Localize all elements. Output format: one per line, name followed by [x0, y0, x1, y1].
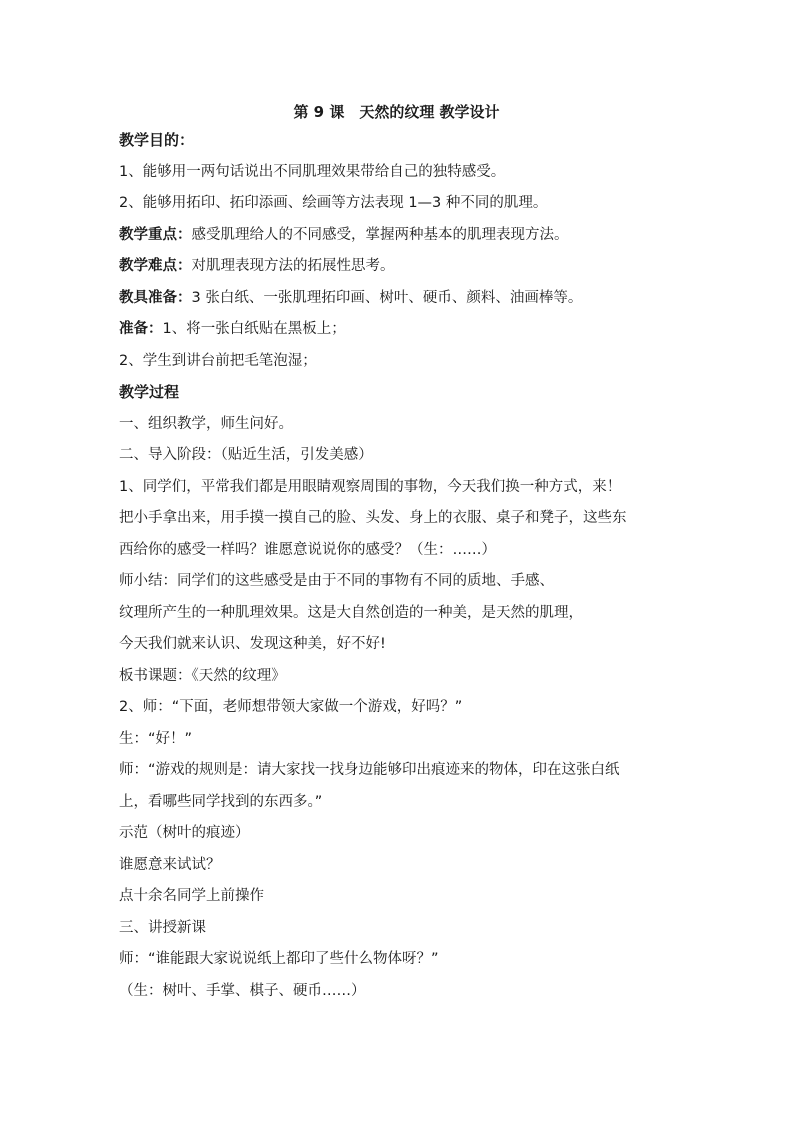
board-title: 板书课题：《天然的纹理》: [119, 667, 286, 684]
rules-line-1: 师：“游戏的规则是：请大家找一找身边能够印出痕迹来的物体，印在这张白纸: [119, 762, 620, 778]
key-point-line: [119, 225, 679, 246]
process-heading: 教学过程: [119, 383, 180, 401]
difficulty-line: [119, 256, 679, 277]
prep-line: [119, 319, 679, 340]
difficulty-label: 教学难点：: [119, 258, 192, 274]
document-body: [119, 130, 679, 1012]
prep-label: 准备：: [119, 321, 163, 337]
teacher-question: 师：“谁能跟大家说说纸上都印了些什么物体呀？”: [119, 951, 439, 967]
materials-label: 教具准备：: [119, 289, 192, 306]
student-answer: （生：树叶、手掌、棋子、硬币……）: [119, 982, 366, 999]
goals-heading: 教学目的：: [119, 131, 195, 149]
call-students-line: 点十余名同学上前操作: [119, 888, 264, 904]
step-3: 三、讲授新课: [119, 919, 206, 936]
rules-line-2: 上，看哪些同学找到的东西多。”: [119, 793, 323, 810]
paragraph-1-line-2: 把小手拿出来，用手摸一摸自己的脸、头发、身上的衣服、桌子和凳子，这些东: [119, 510, 627, 526]
prep-item-2: 2、学生到讲台前把毛笔泡湿；: [119, 352, 317, 369]
goal-item-2: 2、能够用拓印、拓印添画、绘画等方法表现 1—3 种不同的肌理。: [119, 195, 548, 211]
student-reply: 生：“好！”: [119, 730, 193, 747]
goal-item-1: 1、能够用一两句话说出不同肌理效果带给自己的独特感受。: [119, 163, 506, 180]
paragraph-2: 2、师：“下面，老师想带领大家做一个游戏，好吗？”: [119, 699, 463, 715]
who-try-line: 谁愿意来试试？: [119, 856, 221, 873]
paragraph-1-line-3: 西给你的感受一样吗？谁愿意说说你的感受？（生：……）: [119, 541, 496, 558]
paragraph-1-line-1: 1、同学们，平常我们都是用眼睛观察周围的事物，今天我们换一种方式，来！: [119, 478, 622, 495]
materials-line: [119, 288, 679, 309]
step-1: 一、组织教学，师生问好。: [119, 415, 293, 432]
summary-line-1: 师小结：同学们的这些感受是由于不同的事物有不同的质地、手感、: [119, 573, 554, 589]
demo-line: 示范（树叶的痕迹）: [119, 825, 250, 841]
summary-line-3: 今天我们就来认识、发现这种美，好不好!: [119, 636, 386, 652]
summary-line-2: 纹理所产生的一种肌理效果。这是大自然创造的一种美，是天然的肌理，: [119, 604, 583, 621]
step-2: 二、导入阶段：（贴近生活，引发美感）: [119, 447, 373, 463]
key-point-text: 感受肌理给人的不同感受，掌握两种基本的肌理表现方法。: [191, 226, 569, 243]
document-title: 第 9 课 天然的纹理 教学设计: [293, 103, 500, 121]
prep-text: 1、将一张白纸贴在黑板上；: [162, 321, 346, 337]
difficulty-text: 对肌理表现方法的拓展性思考。: [191, 258, 395, 274]
key-point-label: 教学重点：: [119, 226, 192, 243]
materials-text: 3 张白纸、一张肌理拓印画、树叶、硬币、颜料、油画棒等。: [191, 289, 583, 306]
